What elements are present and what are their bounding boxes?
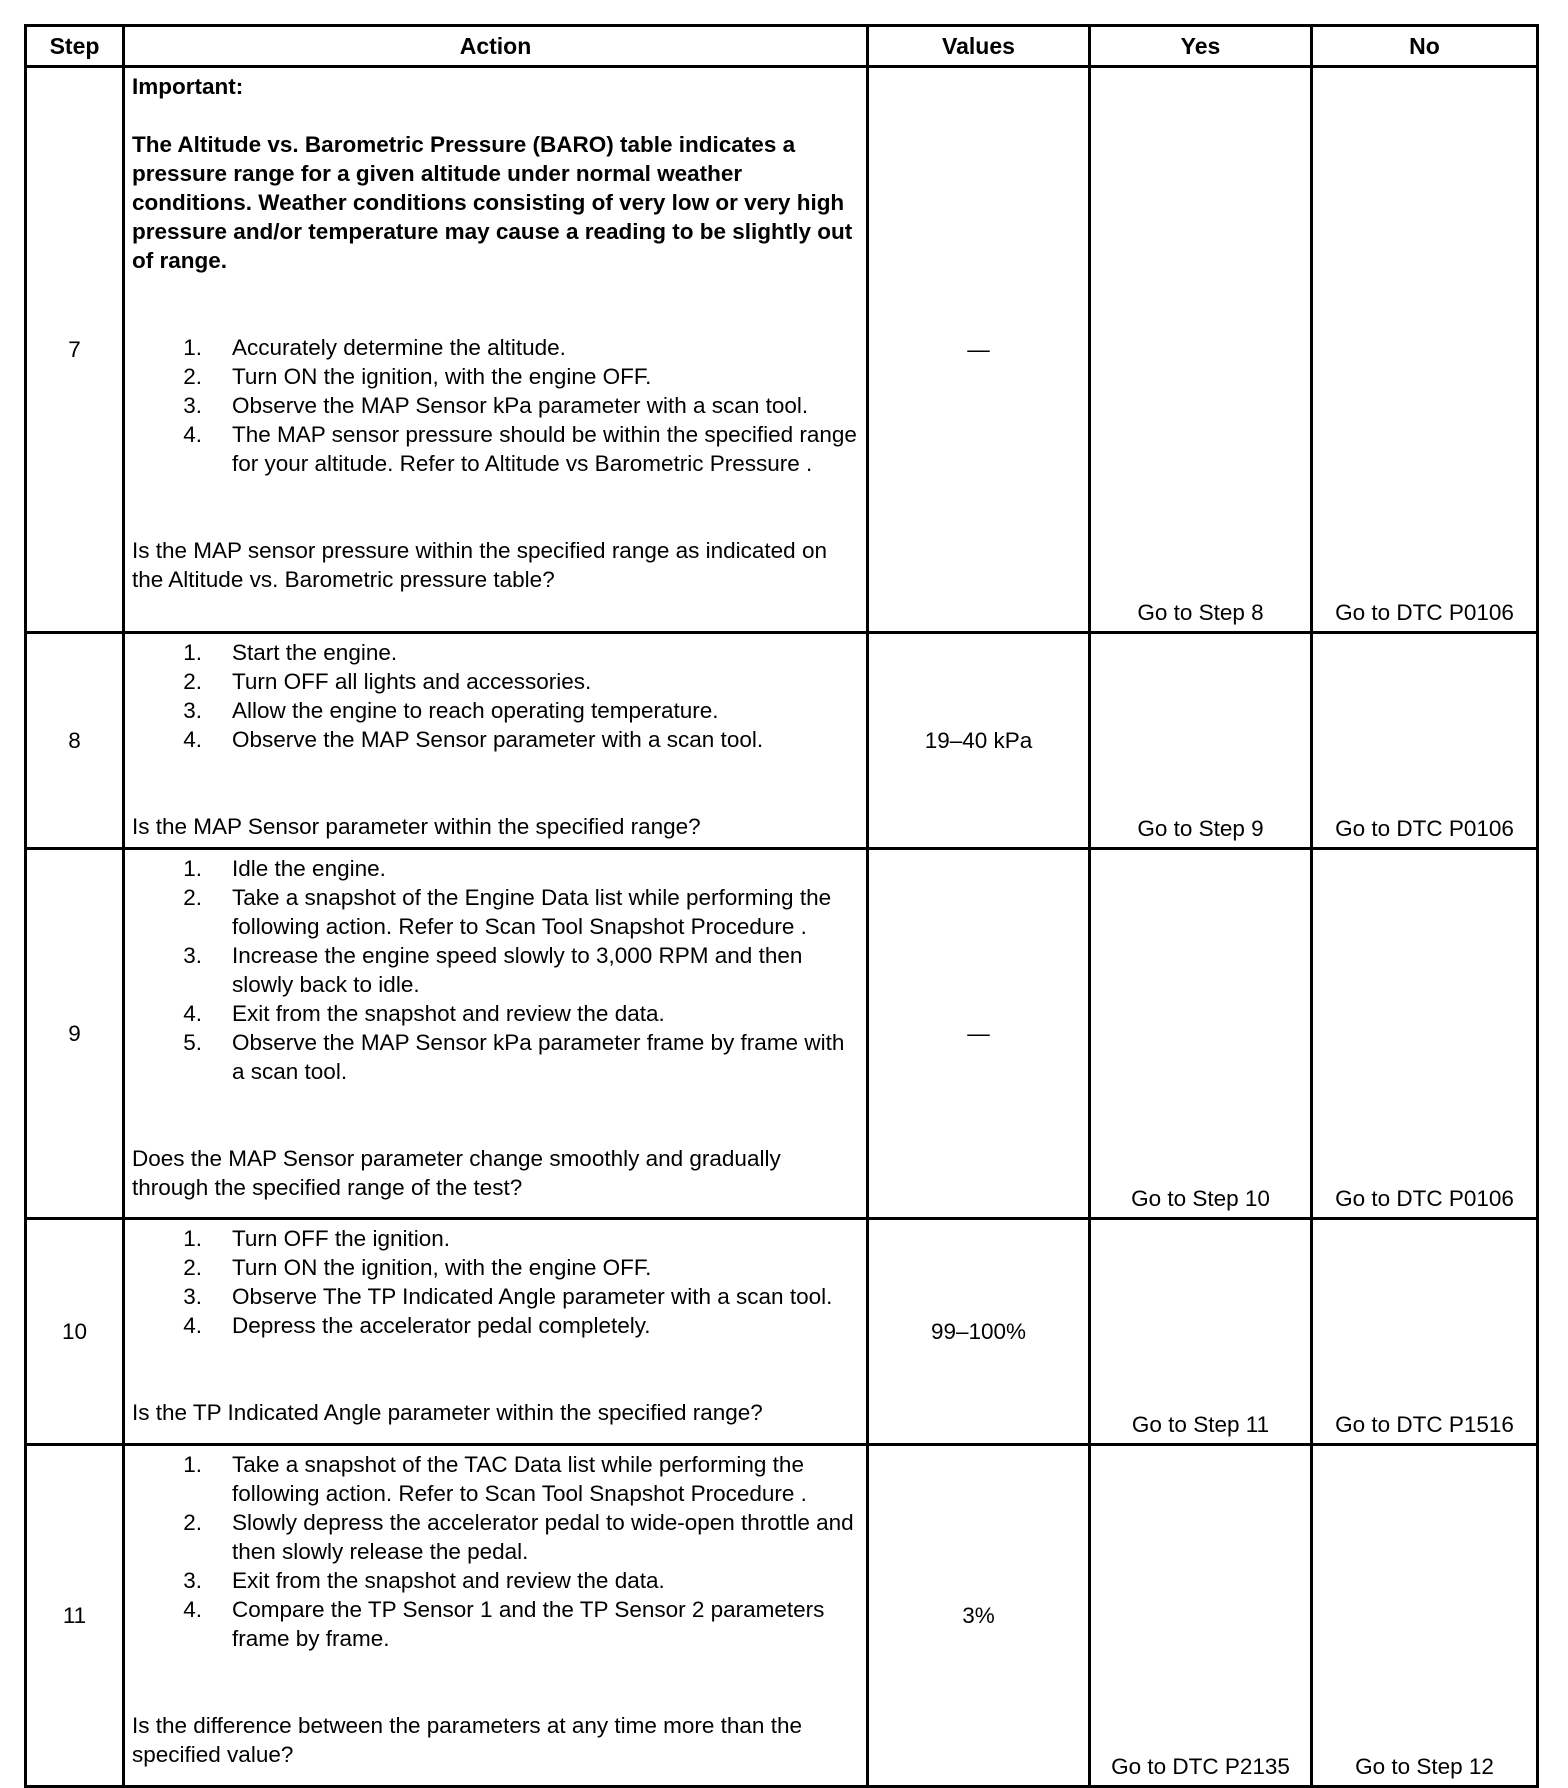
list-item: 2. Take a snapshot of the Engine Data list while performing the following action. Refer to Scan Tool Snapshot Procedure .	[183, 885, 832, 939]
action-list	[132, 638, 860, 754]
header-no: No	[1312, 26, 1538, 67]
list-item: 1. Start the engine.	[183, 640, 398, 665]
no-link[interactable]: Go to Step 12	[1312, 1445, 1538, 1787]
no-link[interactable]: Go to DTC P1516	[1312, 1219, 1538, 1445]
step-number: 7	[26, 67, 124, 633]
list-item: 5. Observe the MAP Sensor kPa parameter frame by frame with a scan tool.	[183, 1030, 845, 1084]
list-item: 4. Exit from the snapshot and review the data.	[183, 1001, 665, 1026]
value-cell: 19–40 kPa	[868, 633, 1090, 849]
action-question: Is the TP Indicated Angle parameter within the specified range?	[132, 1400, 763, 1425]
value-cell: —	[868, 849, 1090, 1219]
value-cell: 99–100%	[868, 1219, 1090, 1445]
table-row	[26, 1219, 1538, 1445]
action-list	[132, 1450, 860, 1653]
header-step: Step	[26, 26, 124, 67]
no-link[interactable]: Go to DTC P0106	[1312, 67, 1538, 633]
action-question: Is the difference between the parameters at any time more than the specified value?	[132, 1713, 802, 1767]
list-item: 4. The MAP sensor pressure should be within the specified range for your altitude. Refer to Altitude vs Barometric Pressure .	[183, 422, 857, 476]
action-cell	[124, 849, 868, 1219]
list-item: 2. Turn OFF all lights and accessories.	[183, 669, 592, 694]
table-row	[26, 67, 1538, 633]
yes-link[interactable]: Go to Step 10	[1090, 849, 1312, 1219]
table-row	[26, 849, 1538, 1219]
step-number: 11	[26, 1445, 124, 1787]
step-number: 10	[26, 1219, 124, 1445]
action-cell	[124, 633, 868, 849]
list-item: 1. Idle the engine.	[183, 856, 386, 881]
yes-link[interactable]: Go to Step 8	[1090, 67, 1312, 633]
header-values: Values	[868, 26, 1090, 67]
list-item: 1. Turn OFF the ignition.	[183, 1226, 451, 1251]
table-body	[26, 67, 1538, 1787]
list-item: 4. Observe the MAP Sensor parameter with a scan tool.	[183, 727, 764, 752]
header-row	[26, 26, 1538, 67]
yes-link[interactable]: Go to Step 9	[1090, 633, 1312, 849]
diagnostic-steps-table	[24, 24, 1539, 1788]
action-list	[132, 333, 860, 478]
action-question: Is the MAP sensor pressure within the specified range as indicated on the Altitude vs. Barometric pressure table?	[132, 538, 827, 592]
table-row	[26, 1445, 1538, 1787]
yes-link[interactable]: Go to Step 11	[1090, 1219, 1312, 1445]
action-cell	[124, 67, 868, 633]
no-link[interactable]: Go to DTC P0106	[1312, 633, 1538, 849]
header-yes: Yes	[1090, 26, 1312, 67]
list-item: 1. Accurately determine the altitude.	[183, 335, 566, 360]
no-link[interactable]: Go to DTC P0106	[1312, 849, 1538, 1219]
list-item: 3. Allow the engine to reach operating temperature.	[183, 698, 719, 723]
action-cell	[124, 1219, 868, 1445]
list-item: 1. Take a snapshot of the TAC Data list while performing the following action. Refer to Scan Tool Snapshot Procedure .	[183, 1452, 807, 1506]
list-item: 3. Observe The TP Indicated Angle parameter with a scan tool.	[183, 1284, 833, 1309]
yes-link[interactable]: Go to DTC P2135	[1090, 1445, 1312, 1787]
list-item: 3. Increase the engine speed slowly to 3,000 RPM and then slowly back to idle.	[183, 943, 803, 997]
list-item: 3. Observe the MAP Sensor kPa parameter with a scan tool.	[183, 393, 809, 418]
action-question: Does the MAP Sensor parameter change smoothly and gradually through the specified range of the test?	[132, 1146, 781, 1200]
diagnostic-document	[24, 24, 1536, 1788]
list-item: 3. Exit from the snapshot and review the data.	[183, 1568, 665, 1593]
step-number: 9	[26, 849, 124, 1219]
value-cell: —	[868, 67, 1090, 633]
list-item: 2. Turn ON the ignition, with the engine OFF.	[183, 364, 652, 389]
list-item: 4. Depress the accelerator pedal completely.	[183, 1313, 651, 1338]
step-number: 8	[26, 633, 124, 849]
list-item: 2. Turn ON the ignition, with the engine OFF.	[183, 1255, 652, 1280]
action-cell	[124, 1445, 868, 1787]
action-list	[132, 854, 860, 1086]
list-item: 4. Compare the TP Sensor 1 and the TP Sensor 2 parameters frame by frame.	[183, 1597, 825, 1651]
list-item: 2. Slowly depress the accelerator pedal to wide-open throttle and then slowly release the pedal.	[183, 1510, 854, 1564]
important-title: Important:	[132, 74, 244, 99]
header-action: Action	[124, 26, 868, 67]
action-list	[132, 1224, 860, 1340]
action-question: Is the MAP Sensor parameter within the specified range?	[132, 814, 701, 839]
value-cell: 3%	[868, 1445, 1090, 1787]
important-text: The Altitude vs. Barometric Pressure (BARO) table indicates a pressure range for a given altitude under normal weather conditions. Weather conditions consisting of very low or very high pressure and/or temperature may cause a reading to be slightly out of range.	[132, 132, 853, 273]
table-row	[26, 633, 1538, 849]
